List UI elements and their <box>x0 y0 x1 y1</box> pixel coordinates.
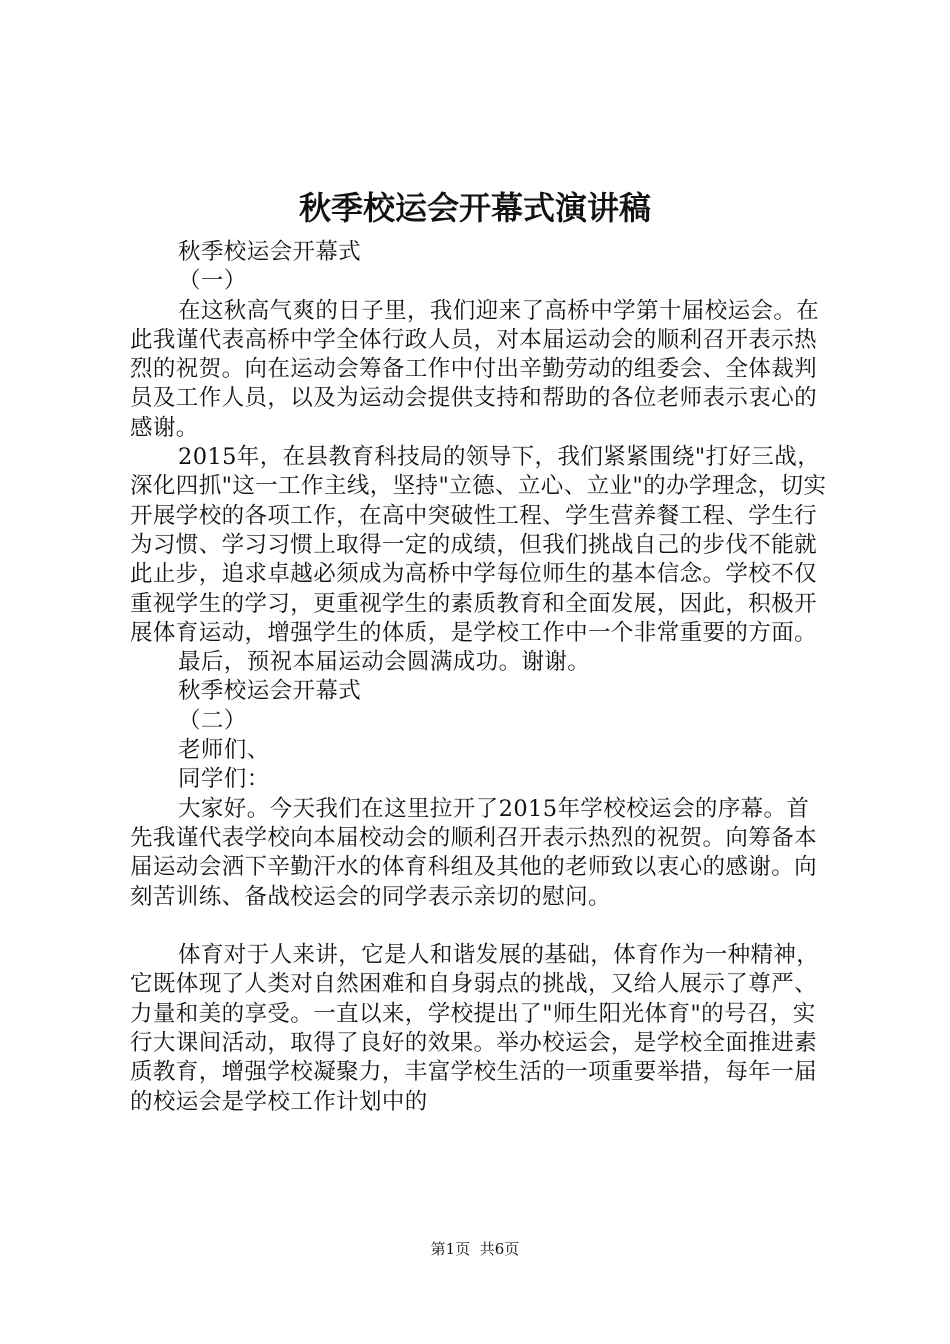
page-footer <box>0 1238 950 1260</box>
section-heading-2: 秋季校运会开幕式 <box>178 678 362 705</box>
blank-line <box>130 912 830 941</box>
greeting-students: 同学们： <box>178 766 270 793</box>
paragraph-opening: 在这秋高气爽的日子里，我们迎来了高桥中学第十届校运会。在此我谨代表高桥中学全体行政人员，对本届运动会的顺利召开表示热烈的祝贺。向在运动会筹备工作中付出辛勤劳动的组委会、全体裁判员及工作人员，以及为运动会提供支持和帮助的各位老师表示衷心的感谢。 <box>130 297 820 441</box>
section-heading-1: 秋季校运会开幕式 <box>178 239 362 265</box>
greeting-teachers: 老师们、 <box>178 737 270 764</box>
section-number-2: （二） <box>178 707 247 734</box>
paragraph-sports: 体育对于人来讲，它是人和谐发展的基础，体育作为一种精神，它既体现了人类对自然困难和自身弱点的挑战，又给人展示了尊严、力量和美的享受。一直以来，学校提出了"师生阳光体育"的号召，实行大课间活动，取得了良好的效果。举办校运会，是学校全面推进素质教育，增强学校凝聚力，丰富学校生活的一项重要举措，每年一届的校运会是学校工作计划中的 <box>130 942 820 1115</box>
document-body <box>130 238 830 1117</box>
paragraph-closing: 最后，预祝本届运动会圆满成功。谢谢。 <box>178 649 591 676</box>
paragraph-welcome: 大家好。今天我们在这里拉开了2015年学校校运会的序幕。首先我谨代表学校向本届校动会的顺利召开表示热烈的祝贺。向筹备本届运动会洒下辛勤汗水的体育科组及其他的老师致以衷心的感谢。向刻苦训练、备战校运会的同学表示亲切的慰问。 <box>130 795 818 910</box>
page-total: 共6页 <box>479 1240 520 1258</box>
section-number-1: （一） <box>178 268 247 295</box>
paragraph-2015: 2015年，在县教育科技局的领导下，我们紧紧围绕"打好三战，深化四抓"这一工作主线，坚持"立德、立心、立业"的办学理念，切实开展学校的各项工作，在高中突破性工程、学生营养餐工程、学生行为习惯、学习习惯上取得一定的成绩，但我们挑战自己的步伐不能就此止步，追求卓越必须成为高桥中学每位师生的基本信念。学校不仅重视学生的学习，更重视学生的素质教育和全面发展，因此，积极开展体育运动，增强学生的体质，是学校工作中一个非常重要的方面。 <box>130 444 827 646</box>
page-number: 第1页 <box>430 1240 471 1258</box>
document-title: 秋季校运会开幕式演讲稿 <box>298 189 651 227</box>
